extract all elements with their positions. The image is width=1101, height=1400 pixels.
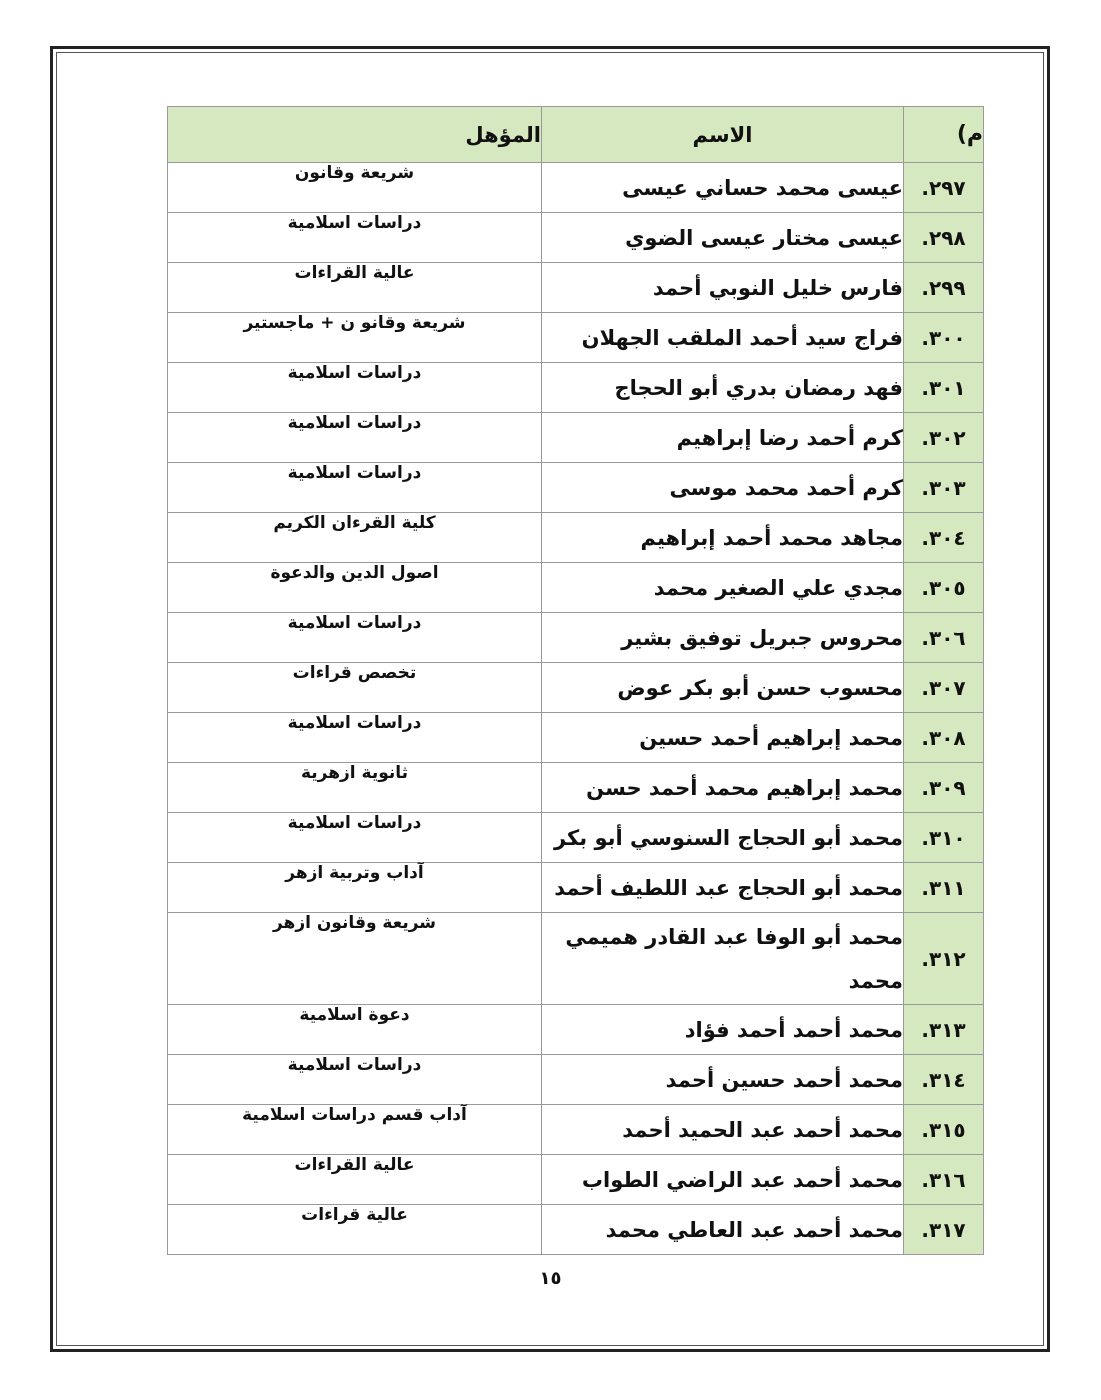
table-row — [168, 813, 984, 863]
header-name: الاسم — [542, 107, 904, 163]
table-row — [168, 713, 984, 763]
table-row — [168, 1105, 984, 1155]
row-name: محمد أبو الحجاج السنوسي أبو بكر — [542, 813, 904, 863]
table-row — [168, 463, 984, 513]
row-number: ٢٩٩. — [904, 263, 984, 313]
row-name: مجدي علي الصغير محمد — [542, 563, 904, 613]
row-name: فراج سيد أحمد الملقب الجهلان — [542, 313, 904, 363]
row-name: محمد أحمد عبد العاطي محمد — [542, 1205, 904, 1255]
row-name: محمد أحمد عبد الراضي الطواب — [542, 1155, 904, 1205]
row-name: فارس خليل النوبي أحمد — [542, 263, 904, 313]
table-row — [168, 663, 984, 713]
row-name: مجاهد محمد أحمد إبراهيم — [542, 513, 904, 563]
row-number: ٣١٦. — [904, 1155, 984, 1205]
header-qualification: المؤهل — [168, 107, 542, 163]
row-qualification: دراسات اسلامية — [168, 463, 542, 513]
row-qualification: آداب قسم دراسات اسلامية — [168, 1105, 542, 1155]
table-row — [168, 863, 984, 913]
row-qualification: دعوة اسلامية — [168, 1005, 542, 1055]
row-qualification: ثانوية ازهرية — [168, 763, 542, 813]
table-row — [168, 563, 984, 613]
table-row — [168, 1055, 984, 1105]
row-name: محمد أبو الوفا عبد القادر هميمي محمد — [542, 913, 904, 1005]
row-name: محمد أحمد حسين أحمد — [542, 1055, 904, 1105]
table-row — [168, 763, 984, 813]
row-number: ٣١٥. — [904, 1105, 984, 1155]
row-name: عيسى محمد حساني عيسى — [542, 163, 904, 213]
row-number: ٣٠٤. — [904, 513, 984, 563]
row-name: محمد إبراهيم محمد أحمد حسن — [542, 763, 904, 813]
page-number: ١٥ — [539, 1268, 562, 1289]
row-qualification: تخصص قراءات — [168, 663, 542, 713]
row-name: كرم أحمد محمد موسى — [542, 463, 904, 513]
row-qualification: عالية قراءات — [168, 1205, 542, 1255]
row-name: محمد أحمد عبد الحميد أحمد — [542, 1105, 904, 1155]
row-qualification: عالية القراءات — [168, 1155, 542, 1205]
table-row — [168, 913, 984, 1005]
row-qualification: اصول الدين والدعوة — [168, 563, 542, 613]
row-qualification: عالية القراءات — [168, 263, 542, 313]
row-qualification: دراسات اسلامية — [168, 1055, 542, 1105]
row-name: محسوب حسن أبو بكر عوض — [542, 663, 904, 713]
table-row — [168, 1205, 984, 1255]
row-number: ٣٠٣. — [904, 463, 984, 513]
row-qualification: آداب وتربية ازهر — [168, 863, 542, 913]
row-qualification: دراسات اسلامية — [168, 813, 542, 863]
table-row — [168, 513, 984, 563]
table-row — [168, 313, 984, 363]
header-number: م) — [904, 107, 984, 163]
row-qualification: دراسات اسلامية — [168, 413, 542, 463]
row-number: ٣٠٥. — [904, 563, 984, 613]
row-number: ٣١٠. — [904, 813, 984, 863]
row-name: محمد أبو الحجاج عبد اللطيف أحمد — [542, 863, 904, 913]
table-row — [168, 263, 984, 313]
row-qualification: دراسات اسلامية — [168, 363, 542, 413]
row-name: محمد أحمد أحمد فؤاد — [542, 1005, 904, 1055]
table-header-row — [168, 107, 984, 163]
row-number: ٣٠١. — [904, 363, 984, 413]
row-number: ٣٠٧. — [904, 663, 984, 713]
row-number: ٣١١. — [904, 863, 984, 913]
row-number: ٣١٤. — [904, 1055, 984, 1105]
row-number: ٢٩٨. — [904, 213, 984, 263]
table-row — [168, 613, 984, 663]
table-row — [168, 363, 984, 413]
row-name: عيسى مختار عيسى الضوي — [542, 213, 904, 263]
row-qualification: شريعة وقانو ن + ماجستير — [168, 313, 542, 363]
row-name: محروس جبريل توفيق بشير — [542, 613, 904, 663]
row-number: ٣٠٨. — [904, 713, 984, 763]
row-number: ٣١٢. — [904, 913, 984, 1005]
row-qualification: دراسات اسلامية — [168, 213, 542, 263]
table-row — [168, 413, 984, 463]
table-row — [168, 1005, 984, 1055]
names-table — [167, 106, 984, 1255]
row-qualification: دراسات اسلامية — [168, 613, 542, 663]
row-name: كرم أحمد رضا إبراهيم — [542, 413, 904, 463]
row-number: ٣٠٢. — [904, 413, 984, 463]
table-row — [168, 163, 984, 213]
row-number: ٣١٣. — [904, 1005, 984, 1055]
row-number: ٣٠٩. — [904, 763, 984, 813]
row-number: ٣٠٠. — [904, 313, 984, 363]
row-name: محمد إبراهيم أحمد حسين — [542, 713, 904, 763]
row-number: ٣٠٦. — [904, 613, 984, 663]
row-qualification: كلية القرءان الكريم — [168, 513, 542, 563]
row-qualification: شريعة وقانون ازهر — [168, 913, 542, 1005]
row-name: فهد رمضان بدري أبو الحجاج — [542, 363, 904, 413]
table-row — [168, 213, 984, 263]
row-qualification: دراسات اسلامية — [168, 713, 542, 763]
row-number: ٣١٧. — [904, 1205, 984, 1255]
table-row — [168, 1155, 984, 1205]
row-number: ٢٩٧. — [904, 163, 984, 213]
row-qualification: شريعة وقانون — [168, 163, 542, 213]
